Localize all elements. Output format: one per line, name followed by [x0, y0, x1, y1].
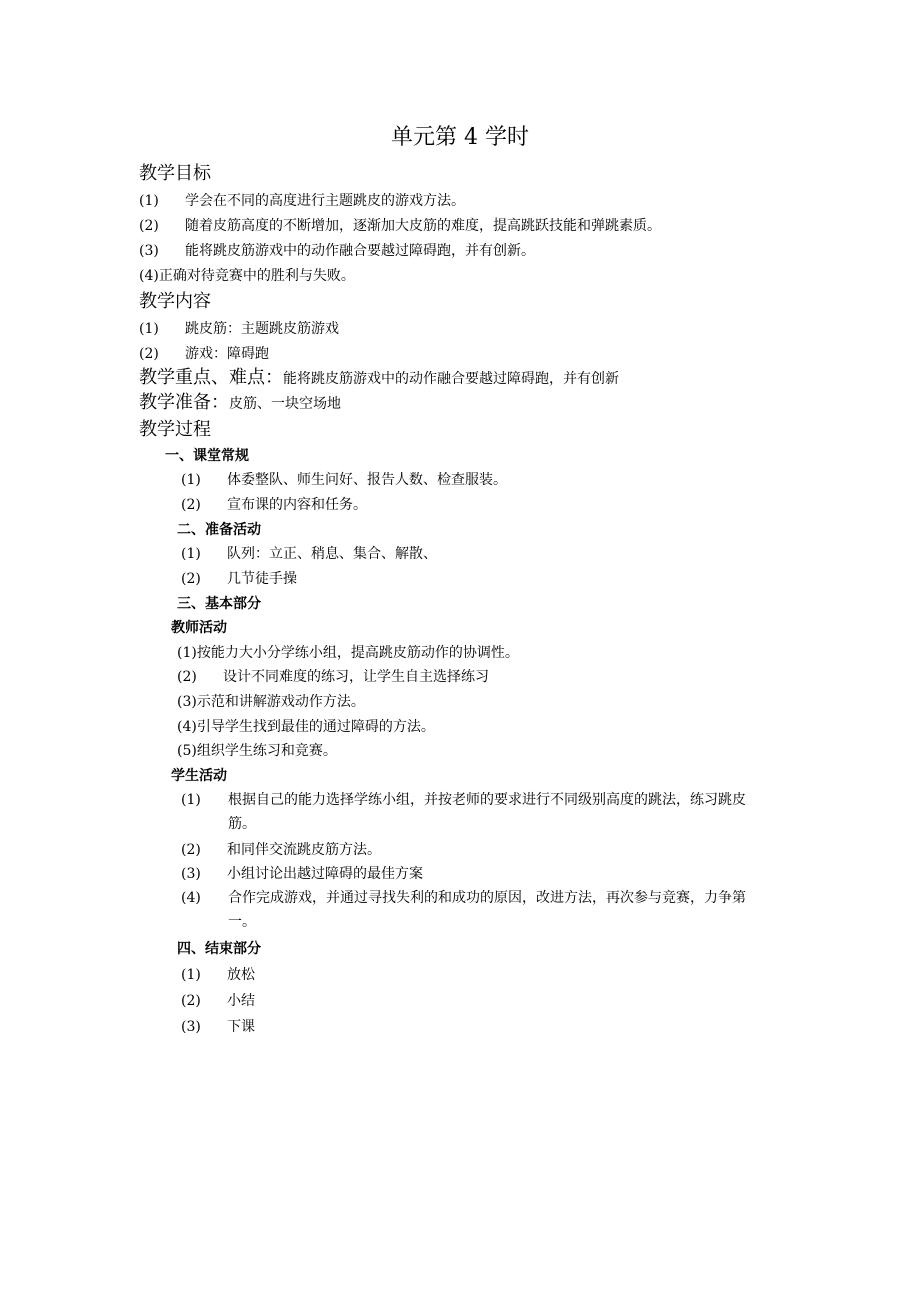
content-text: 游戏：障碍跑: [185, 346, 269, 362]
part4-num: (3): [181, 1019, 201, 1035]
content-num: (2): [139, 346, 159, 362]
student-item-2: [181, 840, 381, 860]
part2-text: 队列：立正、稍息、集合、解散、: [227, 546, 437, 562]
goal-text: 正确对待竞赛中的胜利与失败。: [158, 268, 355, 284]
student-num: (2): [181, 842, 201, 858]
student-item-3: [181, 864, 423, 884]
part2-title: 二、准备活动: [177, 522, 261, 538]
part1-num: (1): [181, 472, 201, 488]
teacher-num: (4): [177, 719, 197, 735]
part2-num: (2): [181, 571, 201, 587]
part1-num: (2): [181, 497, 201, 513]
part1-text: 体委整队、师生问好、报告人数、检查服装。: [227, 472, 507, 488]
goal-item-3: [139, 241, 535, 261]
goal-item-1: [139, 191, 465, 211]
goal-item-2: [139, 216, 661, 236]
student-item-4: [181, 886, 768, 934]
teacher-item-4: [177, 717, 435, 737]
part2-num: (1): [181, 546, 201, 562]
preparation: [139, 391, 341, 416]
part4-text: 小结: [227, 993, 255, 1009]
goal-item-4: [139, 266, 355, 286]
key-points-text: 能将跳皮筋游戏中的动作融合要越过障碍跑，并有创新: [283, 371, 619, 387]
student-text: 根据自己的能力选择学练小组，并按老师的要求进行不同级别高度的跳法，练习跳皮筋。: [228, 792, 746, 832]
part3-title: 三、基本部分: [177, 596, 261, 612]
goal-num: (1): [139, 193, 159, 209]
page-title: 单元第 4 学时: [391, 125, 529, 150]
part4-num: (2): [181, 993, 201, 1009]
teacher-text: 按能力大小分学练小组，提高跳皮筋动作的协调性。: [196, 645, 519, 661]
goals-heading: 教学目标: [139, 163, 211, 184]
teacher-num: (1): [177, 645, 197, 661]
teacher-num: (2): [177, 669, 197, 685]
content-num: (1): [139, 321, 159, 337]
preparation-label: 教学准备：: [139, 392, 229, 413]
student-item-1: [181, 788, 768, 836]
part2-text: 几节徒手操: [227, 571, 297, 587]
part1-item-2: [181, 495, 367, 515]
goal-text: 学会在不同的高度进行主题跳皮的游戏方法。: [185, 193, 465, 209]
preparation-text: 皮筋、一块空场地: [229, 396, 341, 412]
part4-num: (1): [181, 967, 201, 983]
part2-item-1: [181, 544, 437, 564]
part4-title: 四、结束部分: [177, 941, 261, 957]
part1-item-1: [181, 470, 507, 490]
part4-text: 下课: [227, 1019, 255, 1035]
teacher-text: 示范和讲解游戏动作方法。: [196, 694, 365, 710]
student-text: 小组讨论出越过障碍的最佳方案: [227, 866, 423, 882]
part1-title: 一、课堂常规: [165, 448, 249, 464]
part1-text: 宣布课的内容和任务。: [227, 497, 367, 513]
teacher-text: 组织学生练习和竞赛。: [196, 743, 337, 759]
teacher-item-1: [177, 643, 519, 663]
goal-text: 随着皮筋高度的不断增加，逐渐加大皮筋的难度，提高跳跃技能和弹跳素质。: [185, 218, 661, 234]
part2-item-2: [181, 569, 297, 589]
student-num: (3): [181, 866, 201, 882]
student-text: 和同伴交流跳皮筋方法。: [227, 842, 381, 858]
content-item-2: [139, 344, 269, 364]
goal-num: (2): [139, 218, 159, 234]
content-text: 跳皮筋：主题跳皮筋游戏: [185, 321, 339, 337]
teacher-item-5: [177, 741, 337, 761]
goal-num: (3): [139, 243, 159, 259]
part4-item-3: [181, 1017, 255, 1037]
content-item-1: [139, 319, 339, 339]
goal-num: (4): [139, 268, 159, 284]
teacher-num: (3): [177, 694, 197, 710]
student-text: 合作完成游戏，并通过寻找失利的和成功的原因，改进方法，再次参与竞赛，力争第一。: [228, 890, 746, 930]
teacher-num: (5): [177, 743, 197, 759]
teacher-text: 引导学生找到最佳的通过障碍的方法。: [196, 719, 435, 735]
part4-item-1: [181, 965, 255, 985]
content-heading: 教学内容: [139, 291, 211, 312]
teacher-item-3: [177, 692, 365, 712]
key-points-label: 教学重点、难点：: [139, 367, 283, 388]
teacher-activity-title: 教师活动: [171, 620, 227, 636]
goal-text: 能将跳皮筋游戏中的动作融合要越过障碍跑，并有创新。: [185, 243, 535, 259]
part4-text: 放松: [227, 967, 255, 983]
teacher-text: 设计不同难度的练习，让学生自主选择练习: [223, 669, 489, 685]
key-points: [139, 366, 619, 391]
process-heading: 教学过程: [139, 419, 211, 440]
student-activity-title: 学生活动: [171, 768, 227, 784]
teacher-item-2: [177, 667, 489, 687]
student-num: (1): [181, 792, 201, 808]
part4-item-2: [181, 991, 255, 1011]
student-num: (4): [181, 890, 201, 906]
